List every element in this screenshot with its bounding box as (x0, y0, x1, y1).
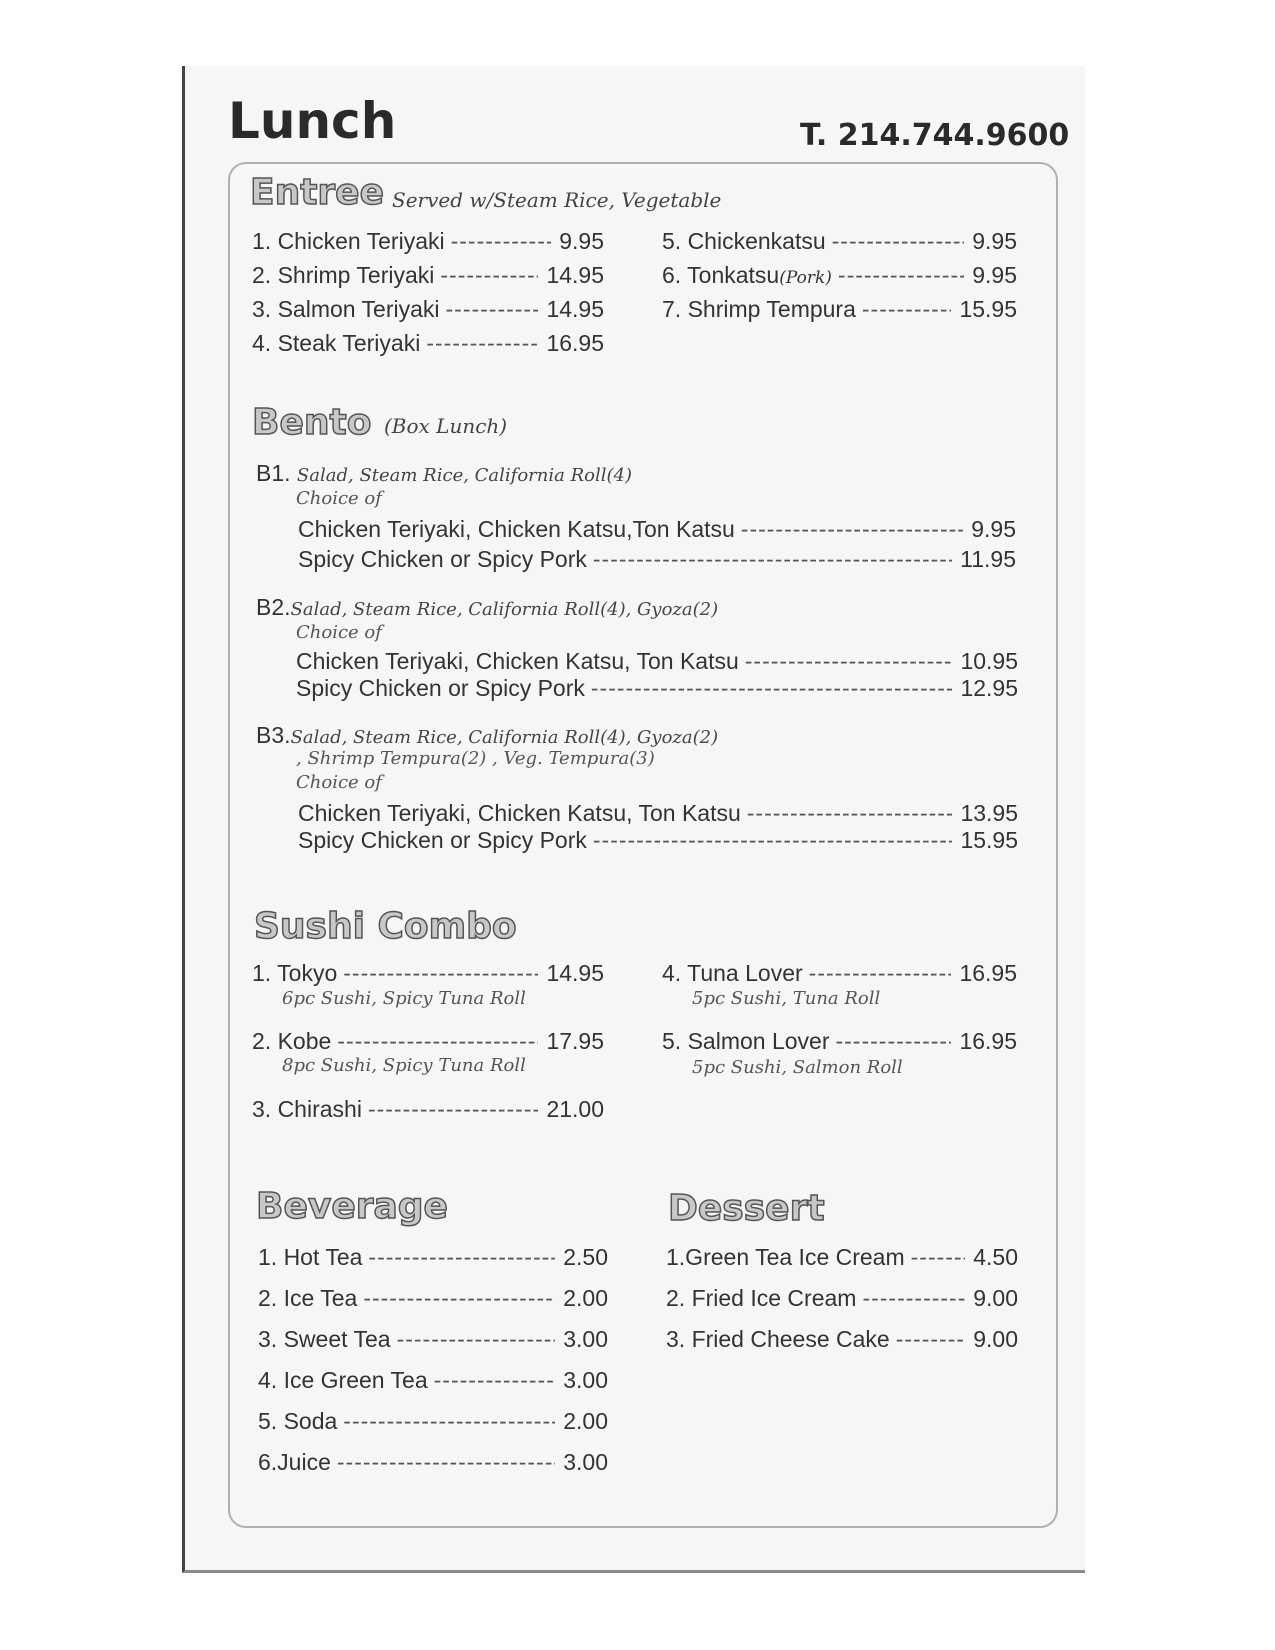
item-label: Spicy Chicken or Spicy Pork (298, 827, 587, 853)
bento-set-desc: Salad, Steam Rice, California Roll(4) (296, 465, 632, 486)
item-price: 11.95 (960, 546, 1016, 572)
menu-item (666, 1244, 1018, 1271)
item-label: 3. Sweet Tea (258, 1326, 391, 1352)
menu-item (252, 228, 604, 255)
item-label: 6.Juice (258, 1449, 331, 1475)
leader-dots (593, 546, 952, 573)
item-subnote: (Pork) (779, 268, 832, 288)
leader-dots (911, 1244, 966, 1271)
item-label: 2. Ice Tea (258, 1285, 358, 1311)
menu-item (662, 296, 1017, 323)
menu-item (666, 1326, 1018, 1353)
beverage-title: Beverage (256, 1186, 448, 1227)
item-price: 9.95 (972, 262, 1017, 288)
item-price: 3.00 (563, 1326, 608, 1352)
bento-title: Bento (252, 402, 372, 443)
menu-item (662, 228, 1017, 255)
bento-set-desc: Salad, Steam Rice, California Roll(4), Gyoza(2) (290, 599, 719, 620)
menu-item (258, 1326, 608, 1353)
menu-item (258, 1449, 608, 1476)
item-label: 2. Fried Ice Cream (666, 1285, 857, 1311)
item-price: 10.95 (960, 648, 1018, 674)
menu-item (258, 1285, 608, 1312)
sushi-combo-title: Sushi Combo (254, 906, 517, 947)
leader-dots (368, 1244, 555, 1271)
item-label: 6. Tonkatsu(Pork) (662, 262, 832, 288)
item-label: 4. Ice Green Tea (258, 1367, 428, 1393)
item-price: 9.95 (972, 228, 1017, 254)
item-label: 2. Kobe (252, 1028, 332, 1054)
leader-dots (832, 228, 965, 255)
menu-item (298, 827, 1018, 854)
menu-item (252, 1096, 604, 1123)
choice-label: Choice of (296, 772, 382, 793)
item-price: 17.95 (546, 1028, 604, 1054)
leader-dots (862, 296, 952, 323)
menu-item (298, 516, 1016, 543)
menu-item (662, 960, 1017, 987)
item-price: 15.95 (959, 296, 1017, 322)
menu-item (252, 960, 604, 987)
item-price: 14.95 (546, 262, 604, 288)
dessert-title: Dessert (668, 1188, 825, 1229)
leader-dots (838, 262, 964, 289)
item-price: 16.95 (959, 1028, 1017, 1054)
item-label: 3. Salmon Teriyaki (252, 296, 440, 322)
menu-item (296, 648, 1018, 675)
leader-dots (591, 675, 953, 702)
menu-item (296, 675, 1018, 702)
item-price: 16.95 (959, 960, 1017, 986)
item-label: 7. Shrimp Tempura (662, 296, 856, 322)
item-label: Chicken Teriyaki, Chicken Katsu, Ton Katsu (296, 648, 739, 674)
leader-dots (337, 1449, 555, 1476)
item-price: 9.95 (971, 516, 1016, 542)
leader-dots (434, 1367, 556, 1394)
leader-dots (747, 800, 953, 827)
menu-item (252, 1028, 604, 1055)
item-label: 4. Steak Teriyaki (252, 330, 421, 356)
leader-dots (426, 330, 538, 357)
item-label: 5. Soda (258, 1408, 338, 1434)
leader-dots (809, 960, 952, 987)
leader-dots (440, 262, 538, 289)
item-label: Chicken Teriyaki, Chicken Katsu, Ton Katsu (298, 800, 741, 826)
leader-dots (745, 648, 953, 675)
bento-note: (Box Lunch) (384, 414, 508, 438)
bento-set-desc: Salad, Steam Rice, California Roll(4), Gyoza(2) (290, 727, 719, 748)
entree-title: Entree (250, 172, 385, 213)
item-label: 1. Hot Tea (258, 1244, 363, 1270)
menu-item (662, 262, 1017, 289)
item-label: 1. Chicken Teriyaki (252, 228, 445, 254)
leader-dots (451, 228, 552, 255)
item-desc: 6pc Sushi, Spicy Tuna Roll (282, 988, 526, 1009)
item-label: 2. Shrimp Teriyaki (252, 262, 435, 288)
item-price: 9.95 (559, 228, 604, 254)
item-price: 14.95 (546, 296, 604, 322)
item-price: 3.00 (563, 1449, 608, 1475)
leader-dots (896, 1326, 966, 1353)
leader-dots (741, 516, 963, 543)
bento-set-header: B2.Salad, Steam Rice, California Roll(4), Gyoza(2) (256, 594, 719, 620)
menu-item (258, 1244, 608, 1271)
menu-item (298, 546, 1016, 573)
item-label: Chicken Teriyaki, Chicken Katsu,Ton Katsu (298, 516, 735, 542)
choice-label: Choice of (296, 488, 382, 509)
phone-number: T. 214.744.9600 (800, 118, 1070, 153)
item-label: Spicy Chicken or Spicy Pork (296, 675, 585, 701)
item-label: 5. Salmon Lover (662, 1028, 830, 1054)
entree-note: Served w/Steam Rice, Vegetable (392, 188, 722, 212)
choice-label: Choice of (296, 622, 382, 643)
item-price: 21.00 (546, 1096, 604, 1122)
leader-dots (862, 1285, 965, 1312)
item-price: 9.00 (973, 1285, 1018, 1311)
leader-dots (343, 960, 538, 987)
menu-item (252, 296, 604, 323)
item-price: 2.50 (563, 1244, 608, 1270)
leader-dots (593, 827, 953, 854)
item-price: 9.00 (973, 1326, 1018, 1352)
item-price: 2.00 (563, 1408, 608, 1434)
item-price: 2.00 (563, 1285, 608, 1311)
leader-dots (446, 296, 539, 323)
page-title: Lunch (228, 92, 397, 150)
menu-item (662, 1028, 1017, 1055)
leader-dots (363, 1285, 555, 1312)
item-desc: 5pc Sushi, Tuna Roll (692, 988, 881, 1009)
bento-set-header: B1. Salad, Steam Rice, California Roll(4) (256, 460, 632, 486)
item-label: 1.Green Tea Ice Cream (666, 1244, 905, 1270)
item-label: 1. Tokyo (252, 960, 338, 986)
menu-item (258, 1408, 608, 1435)
item-label: 5. Chickenkatsu (662, 228, 826, 254)
leader-dots (343, 1408, 555, 1435)
item-desc: 5pc Sushi, Salmon Roll (692, 1057, 903, 1078)
leader-dots (368, 1096, 539, 1123)
menu-item (252, 330, 604, 357)
leader-dots (337, 1028, 538, 1055)
menu-item (298, 800, 1018, 827)
item-price: 4.50 (973, 1244, 1018, 1270)
item-price: 13.95 (960, 800, 1018, 826)
item-desc: 8pc Sushi, Spicy Tuna Roll (282, 1055, 526, 1076)
item-label: 4. Tuna Lover (662, 960, 803, 986)
menu-item (252, 262, 604, 289)
bento-set-desc-cont: , Shrimp Tempura(2) , Veg. Tempura(3) (296, 748, 655, 769)
menu-item (666, 1285, 1018, 1312)
item-label: 3. Chirashi (252, 1096, 362, 1122)
leader-dots (397, 1326, 556, 1353)
item-price: 12.95 (960, 675, 1018, 701)
menu-item (258, 1367, 608, 1394)
bento-set-header: B3.Salad, Steam Rice, California Roll(4), Gyoza(2) (256, 722, 719, 748)
item-price: 15.95 (960, 827, 1018, 853)
item-price: 16.95 (546, 330, 604, 356)
item-price: 3.00 (563, 1367, 608, 1393)
item-label: 3. Fried Cheese Cake (666, 1326, 890, 1352)
leader-dots (835, 1028, 951, 1055)
item-label: Spicy Chicken or Spicy Pork (298, 546, 587, 572)
item-price: 14.95 (546, 960, 604, 986)
